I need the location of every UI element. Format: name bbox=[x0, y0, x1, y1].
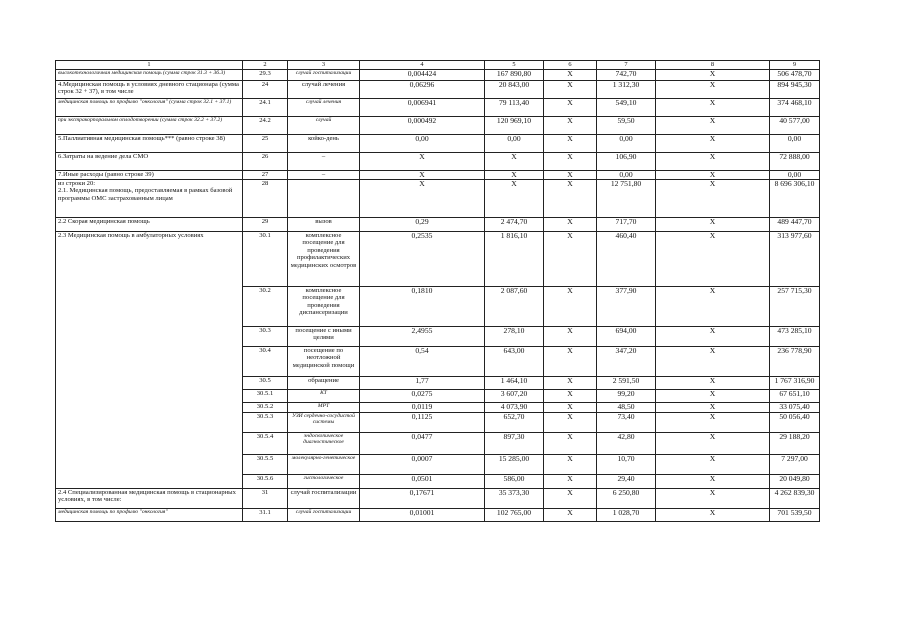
value-col8-cell: 50 056,40 bbox=[770, 413, 820, 433]
value-col8-cell: 1 767 316,90 bbox=[770, 377, 820, 390]
value-col7-cell: X bbox=[656, 287, 770, 327]
value-col3-cell: 0,0119 bbox=[360, 403, 485, 413]
value-col8-cell: 67 651,10 bbox=[770, 390, 820, 403]
table-row bbox=[56, 99, 820, 117]
row-code-cell: 30.5.4 bbox=[243, 433, 288, 455]
value-col5-cell: X bbox=[544, 509, 597, 522]
value-col6-cell: 73,40 bbox=[597, 413, 656, 433]
value-col5-cell: X bbox=[544, 287, 597, 327]
value-col7-cell: X bbox=[656, 81, 770, 99]
row-name-cell: медицинская помощь по профилю "онкология" bbox=[56, 509, 243, 522]
value-col7-cell: X bbox=[656, 455, 770, 475]
value-col4-cell: X bbox=[485, 153, 544, 171]
row-code-cell: 30.5.1 bbox=[243, 390, 288, 403]
value-col6-cell: 106,90 bbox=[597, 153, 656, 171]
row-name-cell: 7.Иные расходы (равно строке 39) bbox=[56, 171, 243, 180]
row-code-cell: 24 bbox=[243, 81, 288, 99]
value-col3-cell: 0,17671 bbox=[360, 489, 485, 509]
value-col3-cell: 0,54 bbox=[360, 347, 485, 377]
table-row bbox=[56, 135, 820, 153]
column-header: 1 bbox=[56, 61, 243, 70]
value-col8-cell: 701 539,50 bbox=[770, 509, 820, 522]
table-row bbox=[56, 117, 820, 135]
value-col7-cell: X bbox=[656, 232, 770, 287]
value-col4-cell: X bbox=[485, 180, 544, 218]
row-code-cell: 30.1 bbox=[243, 232, 288, 287]
unit-cell: посещение по неотложной медицинской помощи bbox=[288, 347, 360, 377]
row-name-cell: 4.Медицинская помощь в условиях дневного стационара (сумма строк 32 + 37), в том числе bbox=[56, 81, 243, 99]
column-header: 8 bbox=[656, 61, 770, 70]
row-name-cell: 2.2 Скорая медицинская помощь bbox=[56, 218, 243, 232]
value-col3-cell: 0,29 bbox=[360, 218, 485, 232]
unit-cell: обращение bbox=[288, 377, 360, 390]
value-col7-cell: X bbox=[656, 509, 770, 522]
row-code-cell: 26 bbox=[243, 153, 288, 171]
value-col4-cell: 167 890,80 bbox=[485, 70, 544, 81]
value-col6-cell: 12 751,80 bbox=[597, 180, 656, 218]
unit-cell: комплексное посещение для проведения диспансеризации bbox=[288, 287, 360, 327]
value-col6-cell: 377,90 bbox=[597, 287, 656, 327]
row-code-cell: 28 bbox=[243, 180, 288, 218]
value-col7-cell: X bbox=[656, 171, 770, 180]
value-col3-cell: 0,004424 bbox=[360, 70, 485, 81]
value-col4-cell: 0,00 bbox=[485, 135, 544, 153]
value-col6-cell: 59,50 bbox=[597, 117, 656, 135]
value-col6-cell: 460,40 bbox=[597, 232, 656, 287]
row-code-cell: 27 bbox=[243, 171, 288, 180]
value-col6-cell: 99,20 bbox=[597, 390, 656, 403]
value-col8-cell: 894 945,30 bbox=[770, 81, 820, 99]
row-name-cell: из строки 20: 2.1. Медицинская помощь, предоставляемая в рамках базовой программы ОМС застрахованным лицам bbox=[56, 180, 243, 218]
value-col6-cell: 0,00 bbox=[597, 171, 656, 180]
value-col5-cell: X bbox=[544, 70, 597, 81]
value-col7-cell: X bbox=[656, 180, 770, 218]
value-col3-cell: 1,77 bbox=[360, 377, 485, 390]
unit-cell: УЗИ сердечно-сосудистой системы bbox=[288, 413, 360, 433]
table-row bbox=[56, 509, 820, 522]
unit-cell bbox=[288, 180, 360, 218]
value-col5-cell: X bbox=[544, 153, 597, 171]
row-name-cell: 6.Затраты на ведение дела СМО bbox=[56, 153, 243, 171]
value-col5-cell: X bbox=[544, 377, 597, 390]
value-col3-cell: X bbox=[360, 180, 485, 218]
value-col6-cell: 717,70 bbox=[597, 218, 656, 232]
value-col6-cell: 0,00 bbox=[597, 135, 656, 153]
value-col6-cell: 347,20 bbox=[597, 347, 656, 377]
financial-table bbox=[55, 60, 820, 522]
value-col7-cell: X bbox=[656, 117, 770, 135]
report-table-sheet bbox=[55, 60, 819, 522]
value-col3-cell: 0,06296 bbox=[360, 81, 485, 99]
value-col3-cell: X bbox=[360, 153, 485, 171]
value-col5-cell: X bbox=[544, 135, 597, 153]
table-row bbox=[56, 171, 820, 180]
row-code-cell: 30.5 bbox=[243, 377, 288, 390]
value-col5-cell: X bbox=[544, 232, 597, 287]
value-col4-cell: 278,10 bbox=[485, 327, 544, 347]
value-col4-cell: 102 765,00 bbox=[485, 509, 544, 522]
column-header: 4 bbox=[360, 61, 485, 70]
value-col5-cell: X bbox=[544, 327, 597, 347]
value-col6-cell: 742,70 bbox=[597, 70, 656, 81]
value-col7-cell: X bbox=[656, 433, 770, 455]
table-row bbox=[56, 153, 820, 171]
row-code-cell: 29 bbox=[243, 218, 288, 232]
value-col3-cell: 0,0501 bbox=[360, 475, 485, 489]
value-col3-cell: 0,00 bbox=[360, 135, 485, 153]
column-header: 5 bbox=[485, 61, 544, 70]
row-name-cell: высокотехнологичная медицинская помощь (сумма строк 31.3 + 36.3) bbox=[56, 70, 243, 81]
value-col7-cell: X bbox=[656, 327, 770, 347]
value-col3-cell: 2,4955 bbox=[360, 327, 485, 347]
table-row bbox=[56, 218, 820, 232]
value-col6-cell: 2 591,50 bbox=[597, 377, 656, 390]
value-col7-cell: X bbox=[656, 403, 770, 413]
value-col8-cell: 72 888,00 bbox=[770, 153, 820, 171]
unit-cell: случай госпитализации bbox=[288, 489, 360, 509]
value-col4-cell: 3 607,20 bbox=[485, 390, 544, 403]
value-col5-cell: X bbox=[544, 390, 597, 403]
value-col8-cell: 29 188,20 bbox=[770, 433, 820, 455]
value-col7-cell: X bbox=[656, 377, 770, 390]
unit-cell: эндоскопическое диагностическое bbox=[288, 433, 360, 455]
value-col4-cell: 1 464,10 bbox=[485, 377, 544, 390]
column-header: 7 bbox=[597, 61, 656, 70]
unit-cell: – bbox=[288, 153, 360, 171]
value-col6-cell: 549,10 bbox=[597, 99, 656, 117]
value-col3-cell: 0,2535 bbox=[360, 232, 485, 287]
value-col6-cell: 29,40 bbox=[597, 475, 656, 489]
unit-cell: вызов bbox=[288, 218, 360, 232]
value-col4-cell: 2 474,70 bbox=[485, 218, 544, 232]
unit-cell: посещение с иными целями bbox=[288, 327, 360, 347]
value-col3-cell: 0,0007 bbox=[360, 455, 485, 475]
value-col3-cell: 0,006941 bbox=[360, 99, 485, 117]
value-col5-cell: X bbox=[544, 413, 597, 433]
unit-cell: случай bbox=[288, 117, 360, 135]
value-col7-cell: X bbox=[656, 347, 770, 377]
value-col8-cell: 489 447,70 bbox=[770, 218, 820, 232]
value-col3-cell: 0,0275 bbox=[360, 390, 485, 403]
value-col4-cell: 35 373,30 bbox=[485, 489, 544, 509]
value-col8-cell: 40 577,00 bbox=[770, 117, 820, 135]
row-name-cell: при экстракорпоральном оплодотворении (сумма строк 32.2 + 37.2) bbox=[56, 117, 243, 135]
value-col7-cell: X bbox=[656, 153, 770, 171]
table-row bbox=[56, 81, 820, 99]
value-col4-cell: 643,00 bbox=[485, 347, 544, 377]
value-col4-cell: 586,00 bbox=[485, 475, 544, 489]
row-name-cell: 2.4 Специализированная медицинская помощь в стационарных условиях, в том числе: bbox=[56, 489, 243, 509]
unit-cell: случай лечения bbox=[288, 99, 360, 117]
row-code-cell: 31 bbox=[243, 489, 288, 509]
row-code-cell: 30.5.2 bbox=[243, 403, 288, 413]
column-number-header bbox=[56, 61, 820, 70]
value-col5-cell: X bbox=[544, 117, 597, 135]
table-row bbox=[56, 232, 820, 287]
unit-cell: МРТ bbox=[288, 403, 360, 413]
value-col8-cell: 374 468,10 bbox=[770, 99, 820, 117]
row-code-cell: 24.1 bbox=[243, 99, 288, 117]
value-col4-cell: 120 969,10 bbox=[485, 117, 544, 135]
value-col7-cell: X bbox=[656, 135, 770, 153]
value-col3-cell: X bbox=[360, 171, 485, 180]
value-col8-cell: 257 715,30 bbox=[770, 287, 820, 327]
value-col8-cell: 33 075,40 bbox=[770, 403, 820, 413]
column-header: 3 bbox=[288, 61, 360, 70]
value-col5-cell: X bbox=[544, 347, 597, 377]
value-col4-cell: 2 087,60 bbox=[485, 287, 544, 327]
value-col8-cell: 20 049,80 bbox=[770, 475, 820, 489]
value-col5-cell: X bbox=[544, 218, 597, 232]
table-row bbox=[56, 70, 820, 81]
value-col8-cell: 236 778,90 bbox=[770, 347, 820, 377]
value-col5-cell: X bbox=[544, 180, 597, 218]
value-col4-cell: X bbox=[485, 171, 544, 180]
value-col6-cell: 42,80 bbox=[597, 433, 656, 455]
value-col5-cell: X bbox=[544, 475, 597, 489]
value-col7-cell: X bbox=[656, 413, 770, 433]
value-col7-cell: X bbox=[656, 99, 770, 117]
value-col4-cell: 15 285,00 bbox=[485, 455, 544, 475]
value-col4-cell: 4 073,90 bbox=[485, 403, 544, 413]
value-col7-cell: X bbox=[656, 70, 770, 81]
table-row bbox=[56, 489, 820, 509]
row-code-cell: 30.5.6 bbox=[243, 475, 288, 489]
unit-cell: случай госпитализации bbox=[288, 509, 360, 522]
row-code-cell: 25 bbox=[243, 135, 288, 153]
column-header: 9 bbox=[770, 61, 820, 70]
value-col8-cell: 506 478,70 bbox=[770, 70, 820, 81]
value-col3-cell: 0,1125 bbox=[360, 413, 485, 433]
value-col6-cell: 1 312,30 bbox=[597, 81, 656, 99]
row-name-cell: 2.3 Медицинская помощь в амбулаторных условиях bbox=[56, 232, 243, 489]
row-code-cell: 31.1 bbox=[243, 509, 288, 522]
unit-cell: случай лечения bbox=[288, 81, 360, 99]
value-col6-cell: 1 028,70 bbox=[597, 509, 656, 522]
value-col8-cell: 4 262 839,30 bbox=[770, 489, 820, 509]
unit-cell: КТ bbox=[288, 390, 360, 403]
value-col8-cell: 7 297,00 bbox=[770, 455, 820, 475]
value-col8-cell: 8 696 306,10 bbox=[770, 180, 820, 218]
value-col8-cell: 0,00 bbox=[770, 171, 820, 180]
value-col4-cell: 652,70 bbox=[485, 413, 544, 433]
value-col4-cell: 897,30 bbox=[485, 433, 544, 455]
value-col5-cell: X bbox=[544, 171, 597, 180]
value-col3-cell: 0,0477 bbox=[360, 433, 485, 455]
value-col7-cell: X bbox=[656, 218, 770, 232]
row-code-cell: 29.3 bbox=[243, 70, 288, 81]
unit-cell: койко-день bbox=[288, 135, 360, 153]
row-code-cell: 30.3 bbox=[243, 327, 288, 347]
row-name-cell: медицинская помощь по профилю "онкология" (сумма строк 32.1 + 37.1) bbox=[56, 99, 243, 117]
value-col5-cell: X bbox=[544, 81, 597, 99]
value-col4-cell: 1 816,10 bbox=[485, 232, 544, 287]
value-col6-cell: 6 250,80 bbox=[597, 489, 656, 509]
value-col8-cell: 0,00 bbox=[770, 135, 820, 153]
value-col4-cell: 20 843,00 bbox=[485, 81, 544, 99]
unit-cell: – bbox=[288, 171, 360, 180]
value-col5-cell: X bbox=[544, 99, 597, 117]
row-code-cell: 30.2 bbox=[243, 287, 288, 327]
row-name-cell: 5.Паллиативная медицинская помощь*** (равно строке 38) bbox=[56, 135, 243, 153]
unit-cell: гистологическое bbox=[288, 475, 360, 489]
table-row bbox=[56, 180, 820, 218]
value-col7-cell: X bbox=[656, 390, 770, 403]
unit-cell: комплексное посещение для проведения профилактических медицинских осмотров bbox=[288, 232, 360, 287]
column-header: 2 bbox=[243, 61, 288, 70]
value-col5-cell: X bbox=[544, 433, 597, 455]
value-col3-cell: 0,000492 bbox=[360, 117, 485, 135]
unit-cell: молекулярно-генетическое bbox=[288, 455, 360, 475]
value-col7-cell: X bbox=[656, 489, 770, 509]
value-col8-cell: 473 285,10 bbox=[770, 327, 820, 347]
value-col7-cell: X bbox=[656, 475, 770, 489]
row-code-cell: 30.4 bbox=[243, 347, 288, 377]
value-col5-cell: X bbox=[544, 489, 597, 509]
row-code-cell: 30.5.3 bbox=[243, 413, 288, 433]
value-col3-cell: 0,01001 bbox=[360, 509, 485, 522]
value-col5-cell: X bbox=[544, 455, 597, 475]
row-code-cell: 24.2 bbox=[243, 117, 288, 135]
row-code-cell: 30.5.5 bbox=[243, 455, 288, 475]
column-header: 6 bbox=[544, 61, 597, 70]
value-col8-cell: 313 977,60 bbox=[770, 232, 820, 287]
value-col6-cell: 10,70 bbox=[597, 455, 656, 475]
value-col3-cell: 0,1810 bbox=[360, 287, 485, 327]
unit-cell: случай госпитализации bbox=[288, 70, 360, 81]
value-col6-cell: 694,00 bbox=[597, 327, 656, 347]
value-col4-cell: 79 113,40 bbox=[485, 99, 544, 117]
value-col5-cell: X bbox=[544, 403, 597, 413]
value-col6-cell: 48,50 bbox=[597, 403, 656, 413]
